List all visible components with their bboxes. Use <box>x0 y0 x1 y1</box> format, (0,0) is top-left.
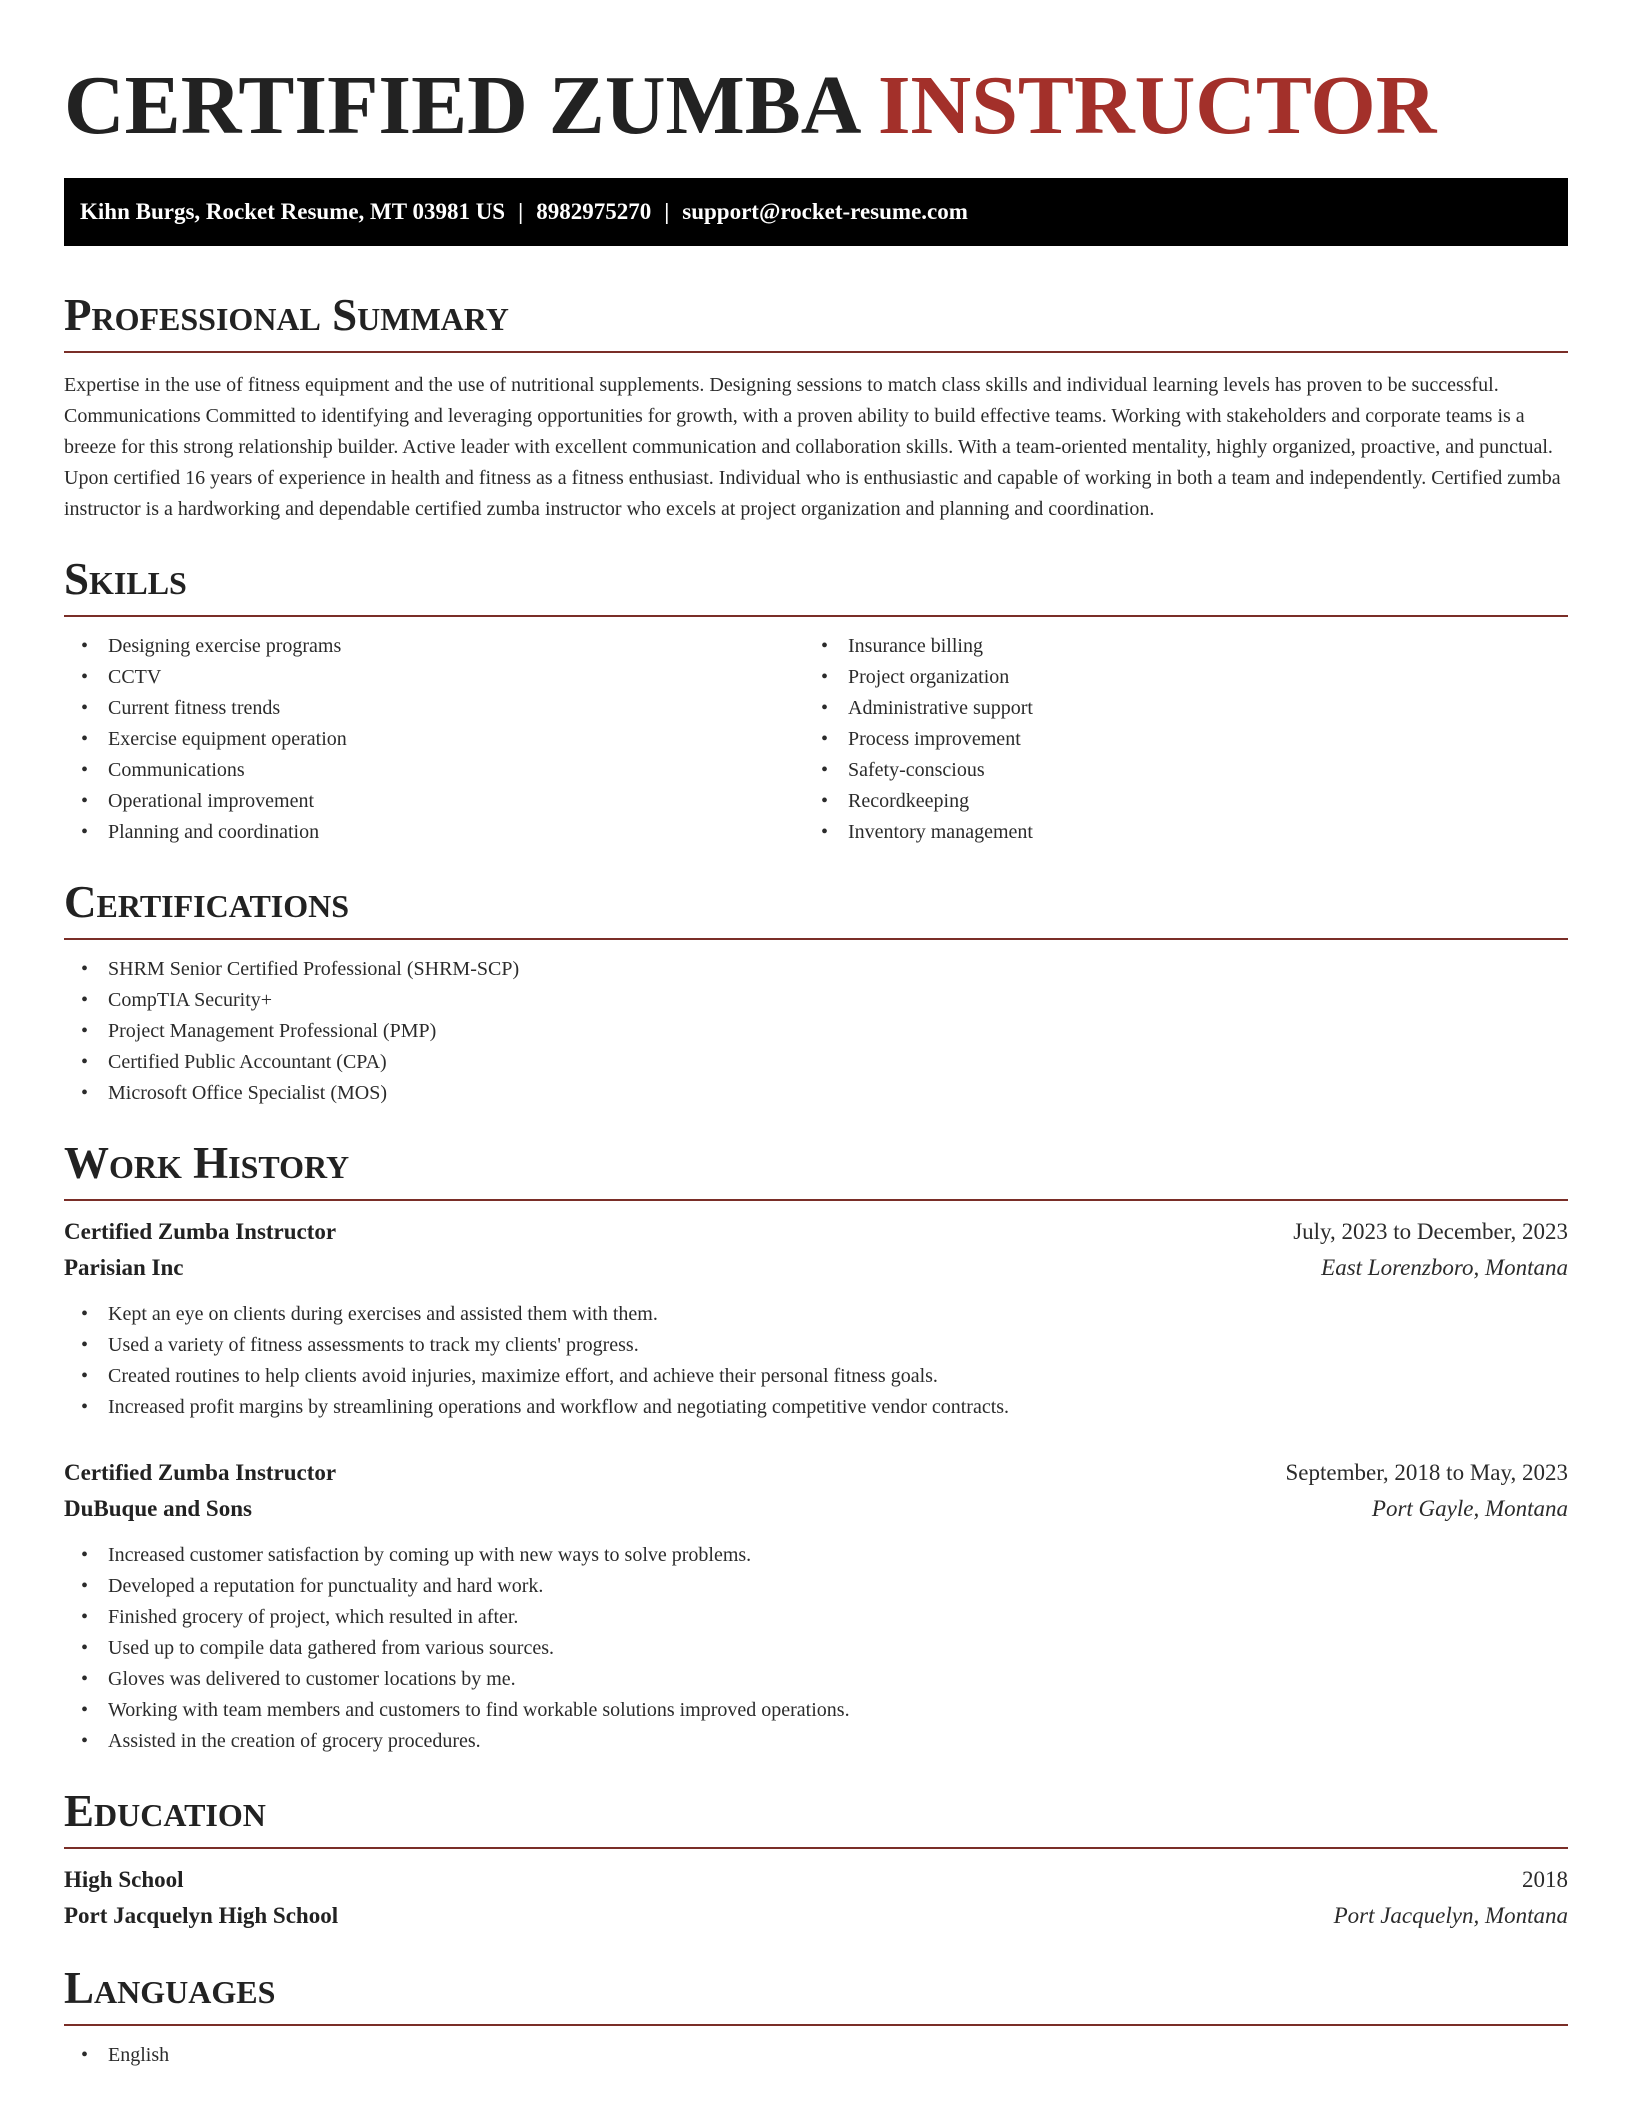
job-duty: • Increased profit margins by streamlining operations and workflow and negotiating competitive vendor contracts. <box>64 1392 1568 1423</box>
summary-section <box>64 289 1568 525</box>
education-header-row <box>64 1862 1568 1898</box>
job-duty: • Finished grocery of project, which resulted in after. <box>64 1602 1568 1633</box>
certification-item: • Certified Public Accountant (CPA) <box>64 1047 1568 1078</box>
contact-email: support@rocket-resume.com <box>682 199 968 224</box>
job-entry <box>64 1214 1568 1423</box>
education-subheader-row <box>64 1898 1568 1934</box>
job-duty: • Increased customer satisfaction by coming up with new ways to solve problems. <box>64 1540 1568 1571</box>
skills-columns <box>64 631 1568 848</box>
headline-primary: CERTIFIED ZUMBA <box>64 59 857 152</box>
headline-accent: INSTRUCTOR <box>877 59 1437 152</box>
job-dates: July, 2023 to December, 2023 <box>1293 1219 1568 1244</box>
languages-heading: Languages <box>64 1962 1568 2026</box>
summary-text: Expertise in the use of fitness equipment and the use of nutritional supplements. Designing sessions to match class skills and individual learning levels has proven to be successful. Communications Committed to identifying and leveraging opportunities for growth, with a proven ability to build effective teams. Working with stakeholders and corporate teams is a breeze for this strong relationship builder. Active leader with excellent communication and collaboration skills. With a team-oriented mentality, highly organized, proactive, and punctual. Upon certified 16 years of experience in health and fitness as a fitness enthusiast. Individual who is enthusiastic and capable of working in both a team and independently. Certified zumba instructor is a hardworking and dependable certified zumba instructor who excels at project organization and planning and coordination. <box>64 374 1561 520</box>
job-duty: • Created routines to help clients avoid injuries, maximize effort, and achieve their personal fitness goals. <box>64 1361 1568 1392</box>
certification-item: • CompTIA Security+ <box>64 985 1568 1016</box>
education-year: 2018 <box>1522 1867 1568 1892</box>
contact-address: Kihn Burgs, Rocket Resume, MT 03981 US <box>80 199 506 224</box>
contact-separator: | <box>664 199 670 224</box>
job-dates: September, 2018 to May, 2023 <box>1285 1460 1568 1485</box>
languages-list <box>64 2040 1568 2071</box>
languages-section <box>64 1962 1568 2071</box>
job-duty: • Kept an eye on clients during exercises and assisted them with them. <box>64 1299 1568 1330</box>
skill-item: • Exercise equipment operation <box>64 724 804 755</box>
contact-phone: 8982975270 <box>536 199 652 224</box>
job-duties-list <box>64 1299 1568 1423</box>
skill-item: • Project organization <box>804 662 1544 693</box>
certification-item: • Microsoft Office Specialist (MOS) <box>64 1078 1568 1109</box>
job-company: DuBuque and Sons <box>64 1496 252 1521</box>
education-school: Port Jacquelyn High School <box>64 1903 339 1928</box>
job-entry <box>64 1455 1568 1757</box>
job-duty: • Assisted in the creation of grocery procedures. <box>64 1726 1568 1757</box>
skill-item: • CCTV <box>64 662 804 693</box>
education-degree: High School <box>64 1867 184 1892</box>
skill-item: • Process improvement <box>804 724 1544 755</box>
job-title: Certified Zumba Instructor <box>64 1219 337 1244</box>
skills-list-left <box>64 631 804 848</box>
job-location: East Lorenzboro, Montana <box>1321 1255 1568 1280</box>
job-header-row <box>64 1455 1568 1491</box>
certifications-list <box>64 954 1568 1109</box>
job-company: Parisian Inc <box>64 1255 184 1280</box>
language-item: • English <box>64 2040 1568 2071</box>
work-history-heading: Work History <box>64 1137 1568 1201</box>
skill-item: • Designing exercise programs <box>64 631 804 662</box>
job-location: Port Gayle, Montana <box>1371 1496 1568 1521</box>
education-heading: Education <box>64 1785 1568 1849</box>
job-header-row <box>64 1214 1568 1250</box>
job-duty: • Working with team members and customers to find workable solutions improved operations. <box>64 1695 1568 1726</box>
job-subheader-row <box>64 1491 1568 1527</box>
skill-item: • Insurance billing <box>804 631 1544 662</box>
job-duty: • Developed a reputation for punctuality and hard work. <box>64 1571 1568 1602</box>
skill-item: • Communications <box>64 755 804 786</box>
contact-separator: | <box>518 199 524 224</box>
certifications-section <box>64 876 1568 1109</box>
skills-heading: Skills <box>64 553 1568 617</box>
job-duty: • Gloves was delivered to customer locations by me. <box>64 1664 1568 1695</box>
skill-item: • Administrative support <box>804 693 1544 724</box>
job-duties-list <box>64 1540 1568 1757</box>
skill-item: • Planning and coordination <box>64 817 804 848</box>
job-title: Certified Zumba Instructor <box>64 1460 337 1485</box>
certifications-heading: Certifications <box>64 876 1568 940</box>
education-location: Port Jacquelyn, Montana <box>1333 1903 1568 1928</box>
work-history-section <box>64 1137 1568 1757</box>
skill-item: • Operational improvement <box>64 786 804 817</box>
job-subheader-row <box>64 1250 1568 1286</box>
skill-item: • Current fitness trends <box>64 693 804 724</box>
certification-item: • Project Management Professional (PMP) <box>64 1016 1568 1047</box>
skill-item: • Safety-conscious <box>804 755 1544 786</box>
skills-section <box>64 553 1568 848</box>
education-section <box>64 1785 1568 1934</box>
skill-item: • Recordkeeping <box>804 786 1544 817</box>
job-duty: • Used up to compile data gathered from various sources. <box>64 1633 1568 1664</box>
contact-bar <box>64 178 1568 246</box>
certification-item: • SHRM Senior Certified Professional (SHRM-SCP) <box>64 954 1568 985</box>
skills-list-right <box>804 631 1544 848</box>
summary-heading: Professional Summary <box>64 289 1568 353</box>
education-entry <box>64 1862 1568 1934</box>
resume-headline <box>64 58 1568 154</box>
job-duty: • Used a variety of fitness assessments to track my clients' progress. <box>64 1330 1568 1361</box>
skill-item: • Inventory management <box>804 817 1544 848</box>
